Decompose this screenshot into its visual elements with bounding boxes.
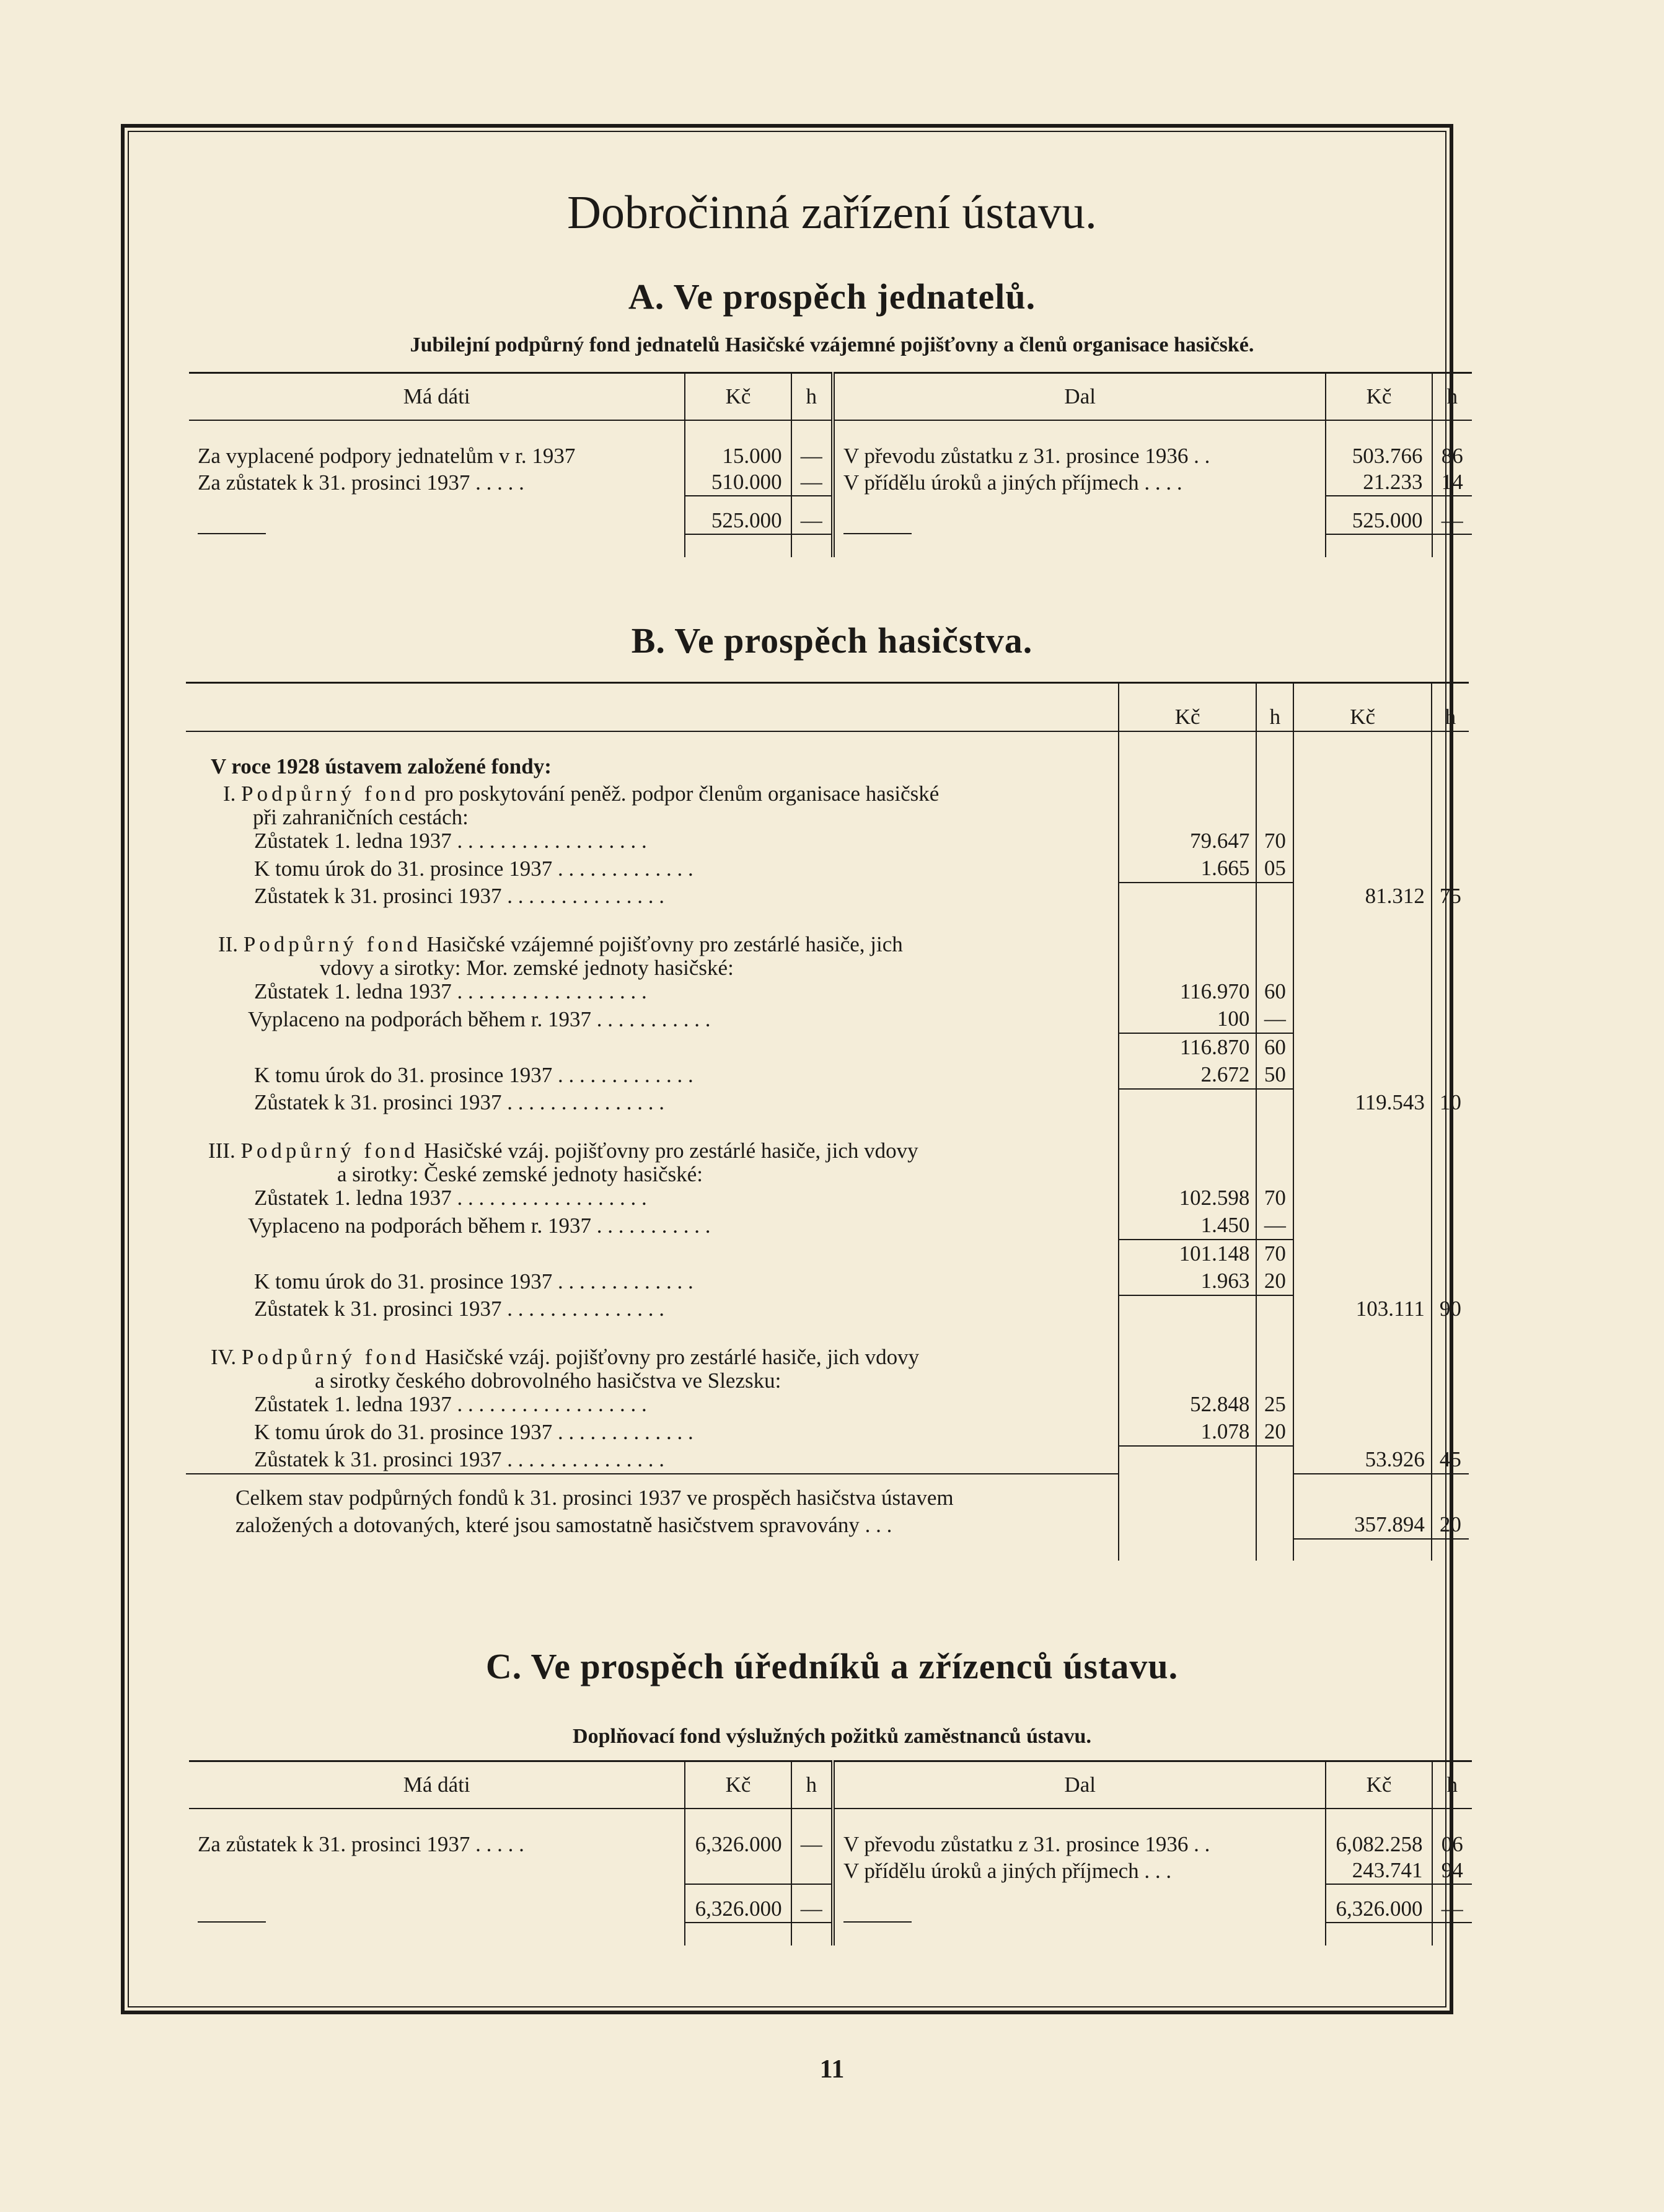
table-row	[186, 1240, 1469, 1267]
credit-total-kc: 525.000	[1326, 496, 1432, 534]
row-label: Zůstatek k 31. prosinci 1937 . . . . . . . . . . . . . . .	[186, 883, 1119, 910]
grand-total-kc: 357.894	[1293, 1474, 1431, 1539]
section-c-subheading: Doplňovací fond výslužných požitků zaměstnanců ústavu.	[573, 1725, 1091, 1748]
row-h: 70	[1256, 1240, 1293, 1267]
credit-total-h: —	[1432, 496, 1472, 534]
row-label: K tomu úrok do 31. prosince 1937 . . . . . . . . . . . . .	[186, 855, 1119, 883]
grand-total-row	[186, 1474, 1469, 1539]
row-h: 20	[1256, 1418, 1293, 1446]
fund-total-kc: 103.111	[1293, 1295, 1431, 1323]
fund-name: Podpůrný fond	[240, 1138, 419, 1163]
fund-total-kc: 81.312	[1293, 883, 1431, 910]
row-kc: 102.598	[1119, 1184, 1256, 1212]
credit-h: 94	[1432, 1857, 1472, 1884]
credit-total-kc: 6,326.000	[1326, 1884, 1432, 1923]
fund-description-line2: a sirotky: České zemské jednoty hasičské:	[186, 1165, 1119, 1184]
grand-total-h: 20	[1432, 1474, 1469, 1539]
row-h: 70	[1256, 1184, 1293, 1212]
col-kc-header: Kč	[1293, 683, 1431, 731]
credit-label: V přídělu úroků a jiných příjmech . . . .	[833, 469, 1326, 496]
section-a-table	[189, 372, 1472, 557]
row-kc: 116.870	[1119, 1033, 1256, 1061]
fund-heading	[186, 1137, 1469, 1165]
debit-kc: 15.000	[685, 443, 791, 469]
row-kc: 1.078	[1119, 1418, 1256, 1446]
row-label: Zůstatek 1. ledna 1937 . . . . . . . . . . . . . . . . . .	[186, 827, 1119, 855]
fund-heading	[186, 780, 1469, 808]
row-h: 05	[1256, 855, 1293, 883]
table-row	[186, 978, 1469, 1005]
fund-total-kc: 119.543	[1293, 1089, 1431, 1116]
table-row	[186, 1089, 1469, 1116]
row-label: Zůstatek 1. ledna 1937 . . . . . . . . . . . . . . . . . .	[186, 1184, 1119, 1212]
debit-h: —	[791, 443, 833, 469]
table-row	[189, 443, 1472, 469]
credit-h: 14	[1432, 469, 1472, 496]
credit-total-h: —	[1432, 1884, 1472, 1923]
row-label: Zůstatek 1. ledna 1937 . . . . . . . . . . . . . . . . . .	[186, 978, 1119, 1005]
grand-total-text-line2: založených a dotovaných, které jsou samostatně hasičstvem spravovány . . .	[236, 1512, 892, 1537]
debit-total-kc: 525.000	[685, 496, 791, 534]
row-kc: 116.970	[1119, 978, 1256, 1005]
fund-description-line2: při zahraničních cestách:	[186, 808, 1119, 827]
row-kc: 79.647	[1119, 827, 1256, 855]
section-c-heading: C. Ve prospěch úředníků a zřízenců ústavu.	[485, 1646, 1179, 1686]
fund-description: Hasičské vzáj. pojišťovny pro zestárlé hasiče, jich vdovy	[425, 1344, 920, 1369]
credit-kc: 503.766	[1326, 443, 1432, 469]
fund-description-line2: vdovy a sirotky: Mor. zemské jednoty hasičské:	[186, 958, 1119, 978]
table-row	[186, 1005, 1469, 1033]
row-label: Zůstatek k 31. prosinci 1937 . . . . . . . . . . . . . . .	[186, 1446, 1119, 1474]
row-kc: 2.672	[1119, 1061, 1256, 1089]
row-h: —	[1256, 1212, 1293, 1240]
row-label: K tomu úrok do 31. prosince 1937 . . . . . . . . . . . . .	[186, 1418, 1119, 1446]
fund-description: pro poskytování peněž. podpor členům organisace hasičské	[424, 781, 940, 806]
fund-description: Hasičské vzáj. pojišťovny pro zestárlé hasiče, jich vdovy	[424, 1138, 918, 1163]
debit-label: Za zůstatek k 31. prosinci 1937 . . . . .	[189, 1831, 685, 1857]
row-kc: 1.665	[1119, 855, 1256, 883]
credit-label: V převodu zůstatku z 31. prosince 1936 . .	[833, 443, 1326, 469]
col-credit-header: Dal	[833, 373, 1326, 421]
fund-total-h: 10	[1439, 1090, 1461, 1114]
fund-total-h: 75	[1439, 883, 1461, 908]
row-h: 60	[1256, 978, 1293, 1005]
table-row	[189, 469, 1472, 496]
debit-h: —	[791, 469, 833, 496]
section-b-heading: B. Ve prospěch hasičstva.	[631, 620, 1033, 661]
debit-kc: 510.000	[685, 469, 791, 496]
col-h-header: h	[1432, 373, 1472, 421]
table-row	[186, 1267, 1469, 1295]
table-row	[186, 1391, 1469, 1418]
totals-row	[189, 496, 1472, 534]
fund-number: III.	[208, 1138, 236, 1163]
table-row	[189, 1831, 1472, 1857]
row-kc: 52.848	[1119, 1391, 1256, 1418]
row-kc: 1.450	[1119, 1212, 1256, 1240]
col-credit-header: Dal	[833, 1761, 1326, 1809]
debit-total-kc: 6,326.000	[685, 1884, 791, 1923]
table-row	[186, 855, 1469, 883]
row-label: Zůstatek 1. ledna 1937 . . . . . . . . . . . . . . . . . .	[186, 1391, 1119, 1418]
fund-description: Hasičské vzájemné pojišťovny pro zestárlé hasiče, jich	[426, 932, 903, 956]
table-row	[186, 1418, 1469, 1446]
row-label	[186, 1033, 1119, 1061]
col-h-header: h	[1256, 683, 1293, 731]
credit-kc: 21.233	[1326, 469, 1432, 496]
row-h: 25	[1256, 1391, 1293, 1418]
fund-name: Podpůrný fond	[241, 781, 420, 806]
fund-name: Podpůrný fond	[241, 1344, 420, 1369]
page-number: 11	[819, 2055, 845, 2084]
fund-description-line2: a sirotky českého dobrovolného hasičstva ve Slezsku:	[186, 1371, 1119, 1391]
credit-label: V přídělu úroků a jiných příjmech . . .	[833, 1857, 1326, 1884]
row-label	[186, 1240, 1119, 1267]
debit-total-h: —	[791, 1884, 833, 1923]
fund-total-kc: 53.926	[1293, 1446, 1431, 1474]
table-row	[186, 827, 1469, 855]
debit-h: —	[791, 1831, 833, 1857]
row-kc: 100	[1119, 1005, 1256, 1033]
credit-kc: 6,082.258	[1326, 1831, 1432, 1857]
table-row	[189, 1857, 1472, 1884]
section-a-subheading: Jubilejní podpůrný fond jednatelů Hasičské vzájemné pojišťovny a členů organisace hasičské.	[410, 333, 1254, 356]
fund-name: Podpůrný fond	[243, 932, 421, 956]
col-debit-header: Má dáti	[189, 1761, 685, 1809]
debit-label: Za vyplacené podpory jednatelům v r. 1937	[189, 443, 685, 469]
section-b-table	[186, 682, 1469, 1561]
fund-heading	[186, 1344, 1469, 1371]
col-h-header: h	[791, 1761, 833, 1809]
table-row	[186, 1446, 1469, 1474]
page-title: Dobročinná zařízení ústavu.	[567, 187, 1097, 239]
fund-number: IV.	[211, 1344, 237, 1369]
col-h-header: h	[1432, 1761, 1472, 1809]
row-h: 50	[1256, 1061, 1293, 1089]
credit-label: V převodu zůstatku z 31. prosince 1936 . .	[833, 1831, 1326, 1857]
grand-total-text-line1: Celkem stav podpůrných fondů k 31. prosinci 1937 ve prospěch hasičstva ústavem	[236, 1485, 954, 1510]
row-h: 20	[1256, 1267, 1293, 1295]
row-h: 60	[1256, 1033, 1293, 1061]
col-debit-header: Má dáti	[189, 373, 685, 421]
row-label: K tomu úrok do 31. prosince 1937 . . . . . . . . . . . . .	[186, 1061, 1119, 1089]
credit-kc: 243.741	[1326, 1857, 1432, 1884]
fund-total-h: 90	[1439, 1296, 1461, 1321]
table-row	[186, 1295, 1469, 1323]
row-label: K tomu úrok do 31. prosince 1937 . . . . . . . . . . . . .	[186, 1267, 1119, 1295]
fund-number: I.	[223, 781, 236, 806]
row-label: Vyplaceno na podporách během r. 1937 . . . . . . . . . . .	[186, 1212, 1119, 1240]
fund-heading	[186, 931, 1469, 958]
table-row	[186, 1061, 1469, 1089]
row-h: —	[1256, 1005, 1293, 1033]
row-label: Zůstatek k 31. prosinci 1937 . . . . . . . . . . . . . . .	[186, 1089, 1119, 1116]
section-a-heading: A. Ve prospěch jednatelů.	[628, 276, 1036, 317]
debit-total-h: —	[791, 496, 833, 534]
col-kc-header: Kč	[1119, 683, 1256, 731]
table-row	[186, 1033, 1469, 1061]
table-row	[186, 1212, 1469, 1240]
row-kc: 101.148	[1119, 1240, 1256, 1267]
col-kc-header: Kč	[685, 1761, 791, 1809]
col-kc-header: Kč	[1326, 1761, 1432, 1809]
col-kc-header: Kč	[685, 373, 791, 421]
section-c-table	[189, 1760, 1472, 1945]
row-kc: 1.963	[1119, 1267, 1256, 1295]
col-h-header: h	[1432, 683, 1469, 731]
row-label: Vyplaceno na podporách během r. 1937 . . . . . . . . . . .	[186, 1005, 1119, 1033]
fund-total-h: 45	[1432, 1446, 1469, 1474]
fund-number: II.	[218, 932, 239, 956]
debit-kc: 6,326.000	[685, 1831, 791, 1857]
row-h: 70	[1256, 827, 1293, 855]
credit-h: 86	[1441, 444, 1463, 468]
credit-h: 06	[1441, 1832, 1463, 1856]
fund-intro: V roce 1928 ústavem založené fondy:	[186, 753, 1119, 780]
table-row	[186, 1184, 1469, 1212]
col-h-header: h	[791, 373, 833, 421]
table-row	[186, 883, 1469, 910]
col-kc-header: Kč	[1326, 373, 1432, 421]
row-label: Zůstatek k 31. prosinci 1937 . . . . . . . . . . . . . . .	[186, 1295, 1119, 1323]
debit-label: Za zůstatek k 31. prosinci 1937 . . . . .	[189, 469, 685, 496]
totals-row	[189, 1884, 1472, 1923]
